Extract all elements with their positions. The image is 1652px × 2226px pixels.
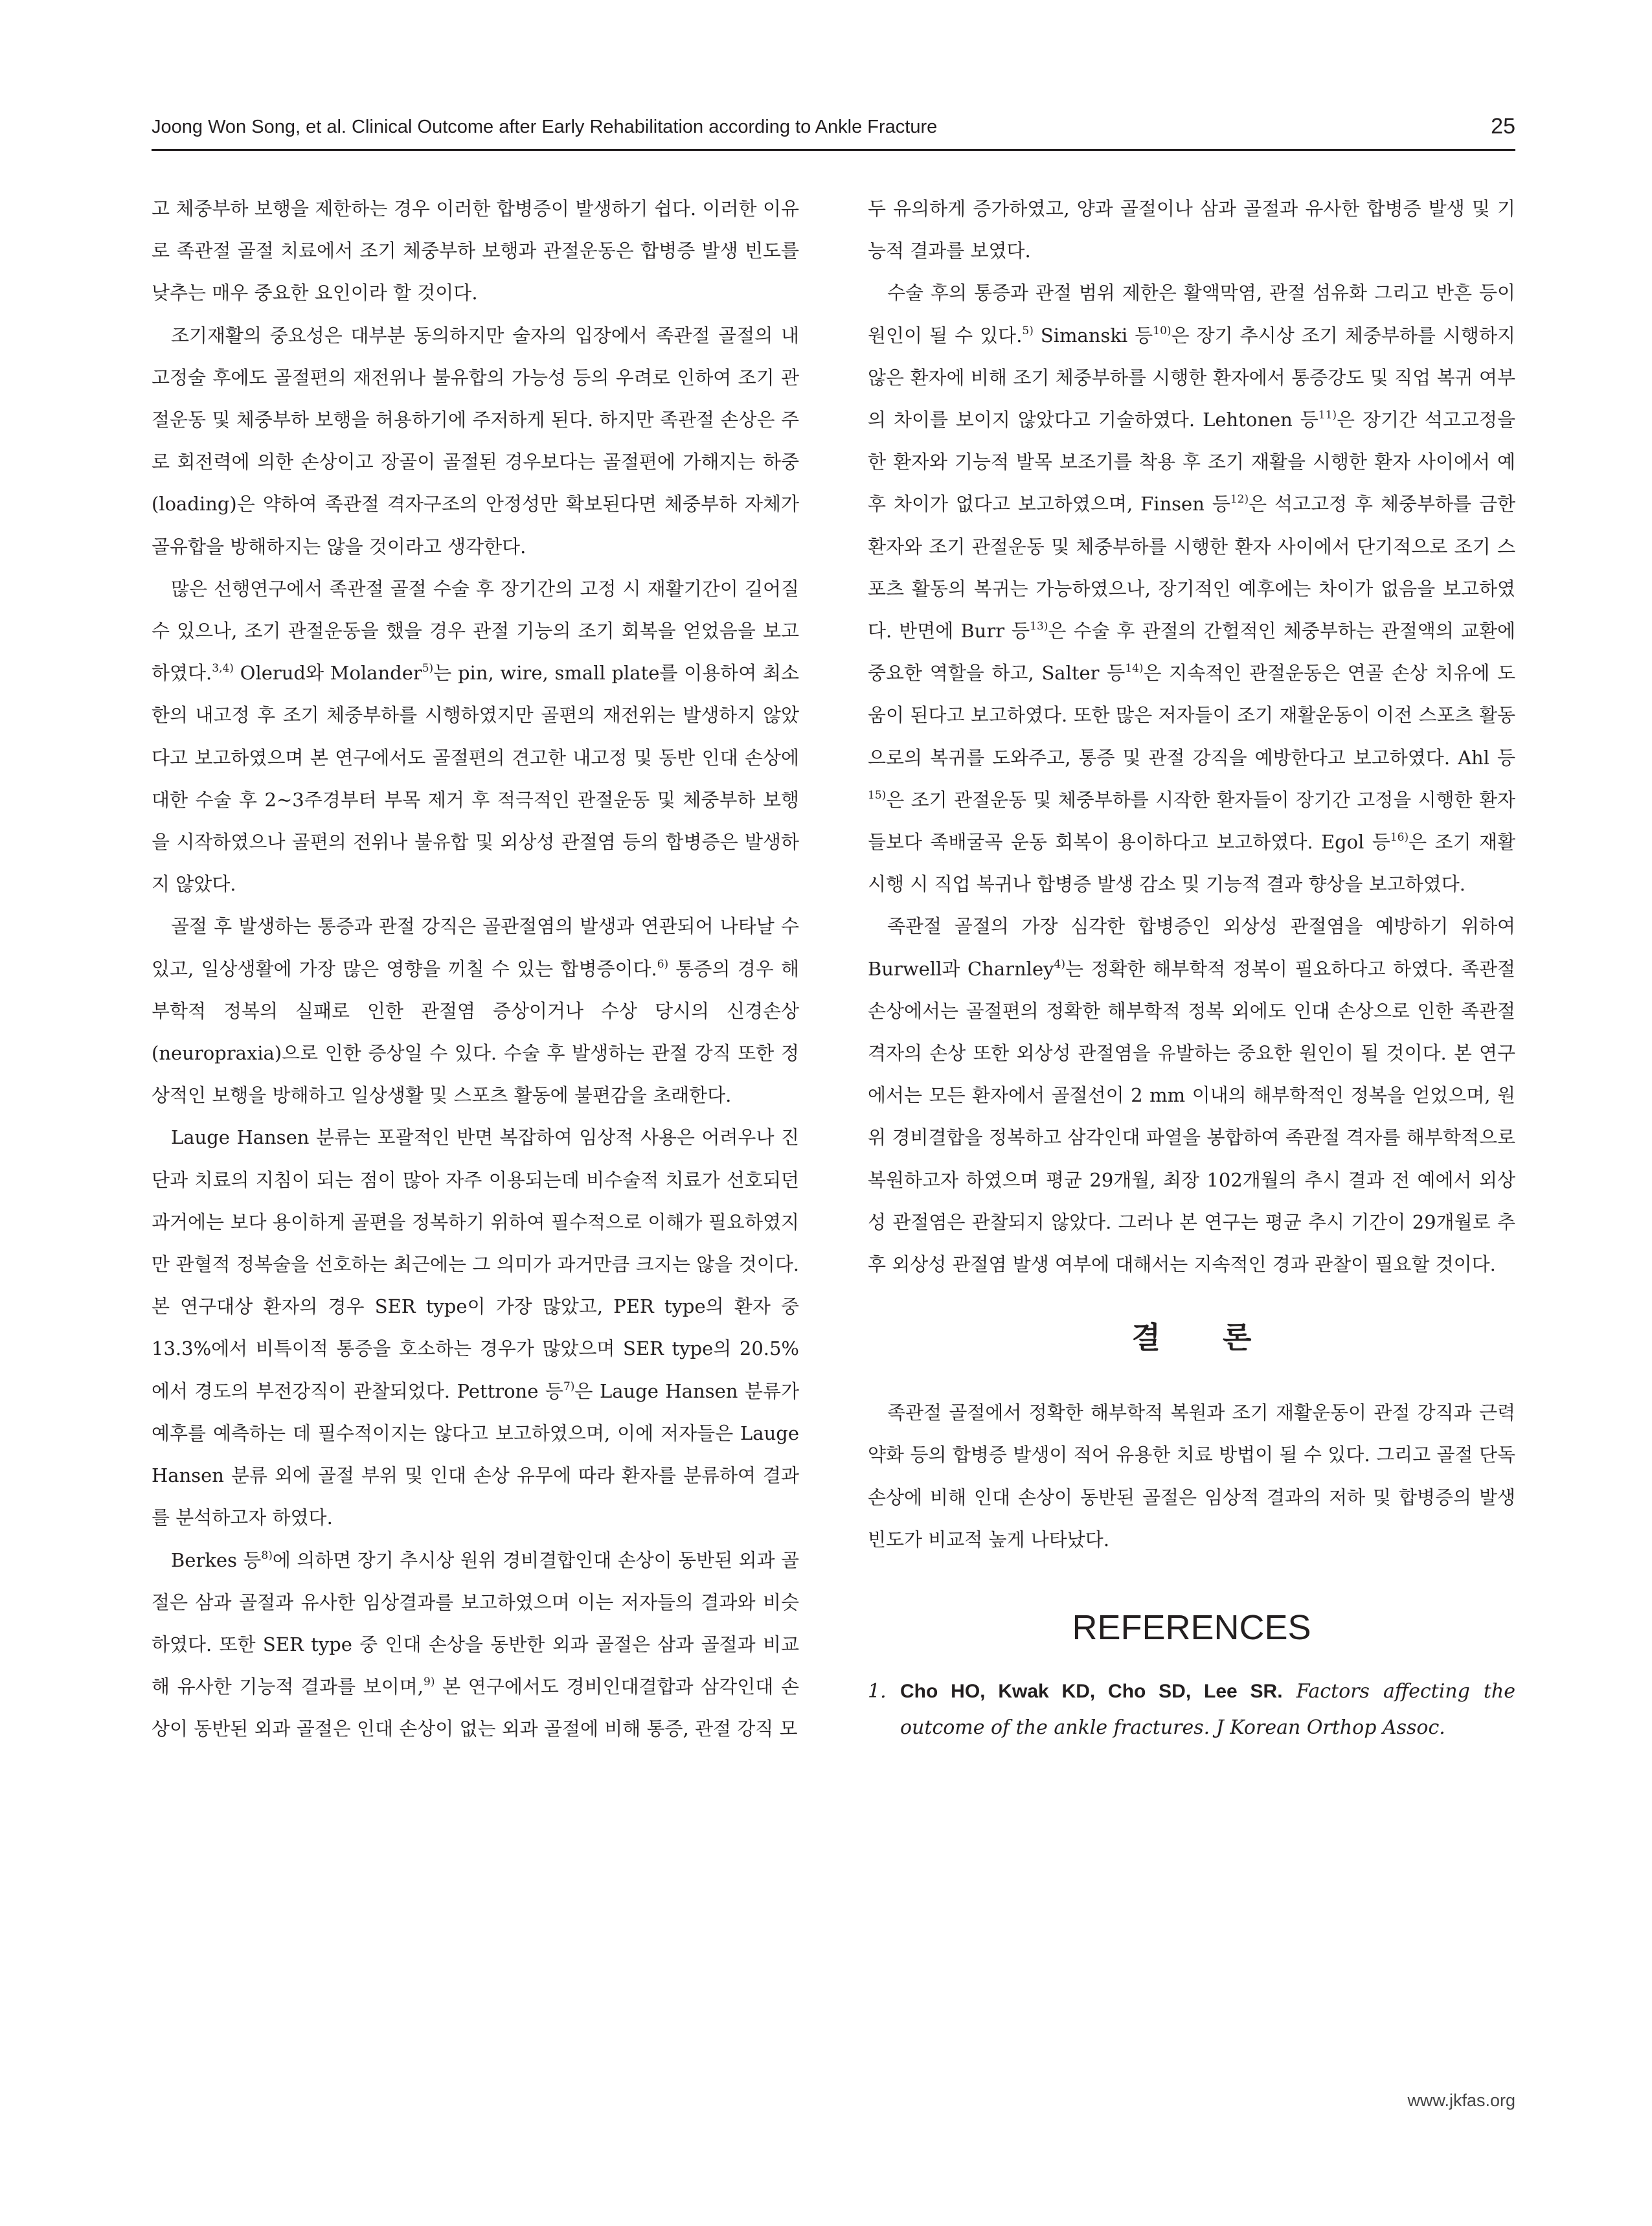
citation: 4) — [1054, 957, 1065, 971]
paragraph: 조기재활의 중요성은 대부분 동의하지만 술자의 입장에서 족관절 골절의 내고정술 후에도 골절편의 재전위나 불유합의 가능성 등의 우려로 인하여 조기 관절운동 및 체중부하 보행을 허용하기에 주저하게 된다. 하지만 족관절 손상은 주로 회전력에 의한 손상이고 장골이 골절된 경우보다는 골절편에 가해지는 하중(loading)은 약하여 족관절 격자구조의 안정성만 확보된다면 체중부하 자체가 골유합을 방해하지는 않을 것이라고 생각한다. — [152, 324, 799, 558]
citation: 16) — [1390, 831, 1409, 845]
references-heading: REFERENCES — [1072, 1608, 1311, 1648]
citation: 14) — [1125, 662, 1144, 676]
citation: 13) — [1030, 620, 1048, 633]
running-header — [152, 110, 1515, 151]
footer-url: www.jkfas.org — [1407, 2091, 1515, 2110]
paragraph: 족관절 골절의 가장 심각한 합병증인 외상성 관절염을 예방하기 위하여 Burwell과 Charnley$^{4)}$는 정확한 해부학적 정복이 필요하다고 하였다. 족관절 손상에서는 골절편의 정확한 해부학적 정복 외에도 인대 손상으로 인한 족관절 격자의 손상 또한 외상성 관절염을 유발하는 중요한 원인이 될 것이다. 본 연구에서는 모든 환자에서 골절선이 2 mm 이내의 해부학적인 정복을 얻었으며, 원위 경비결합을 정복하고 삼각인대 파열을 봉합하여 족관절 격자를 해부학적으로 복원하고자 하였으며 평균 29개월, 최장 102개월의 추시 결과 전 예에서 외상성 관절염은 관찰되지 않았다. 그러나 본 연구는 평균 추시 기간이 29개월로 추후 외상성 관절염 발생 여부에 대해서는 지속적인 경과 관찰이 필요할 것이다. — [868, 915, 1516, 1276]
citation: 5) — [1022, 324, 1034, 337]
citation: 12) — [1230, 493, 1249, 506]
citation: 5) — [422, 662, 434, 676]
paragraph: 수술 후의 통증과 관절 범위 제한은 활액막염, 관절 섬유화 그리고 반흔 등이 원인이 될 수 있다.$^{5)}$ Simanski 등$^{10)}$은 장기 추시상 조기 체중부하를 시행하지 않은 환자에 비해 조기 체중부하를 시행한 환자에서 통증강도 및 직업 복귀 여부의 차이를 보이지 않았다고 기술하였다. Lehtonen 등$^{11)}$은 장기간 석고고정을 한 환자와 기능적 발목 보조기를 착용 후 조기 재활을 시행한 환자 사이에서 예후 차이가 없다고 보고하였으며, Finsen 등$^{12)}$은 석고고정 후 체중부하를 금한 환자와 조기 관절운동 및 체중부하를 시행한 환자 사이에서 단기적으로 조기 스포츠 활동의 복귀는 가능하였으나, 장기적인 예후에는 차이가 없음을 보고하였다. 반면에 Burr 등$^{13)}$은 수술 후 관절의 간헐적인 체중부하는 관절액의 교환에 중요한 역할을 하고, Salter 등$^{14)}$은 지속적인 관절운동은 연골 손상 치유에 도움이 된다고 보고하였다. 또한 많은 저자들이 조기 재활운동이 이전 스포츠 활동으로의 복귀를 도와주고, 통증 및 관절 강직을 예방한다고 보고하였다. Ahl 등$^{15)}$은 조기 관절운동 및 체중부하를 시작한 환자들이 장기간 고정을 시행한 환자들보다 족배굴곡 운동 회복이 용이하다고 보고하였다. Egol 등$^{16)}$은 조기 재활 시행 시 직업 복귀나 합병증 발생 감소 및 기능적 결과 향상을 보고하였다. — [868, 282, 1515, 896]
citation: 11) — [1318, 409, 1337, 422]
reference-title: Factors affecting the outcome of the ankle fractures. J Korean Orthop Assoc. — [900, 1680, 1515, 1740]
paragraph: 골절 후 발생하는 통증과 관절 강직은 골관절염의 발생과 연관되어 나타날 수 있고, 일상생활에 가장 많은 영향을 끼칠 수 있는 합병증이다.$^{6)}$ 통증의 경우 해부학적 정복의 실패로 인한 관절염 증상이거나 수상 당시의 신경손상(neuropraxia)으로 인한 증상일 수 있다. 수술 후 발생하는 관절 강직 또한 정상적인 보행을 방해하고 일상생활 및 스포츠 활동에 불편감을 초래한다. — [152, 915, 799, 1107]
citation: 10) — [1153, 324, 1171, 337]
citation: 7) — [563, 1380, 575, 1393]
paragraph: Lauge Hansen 분류는 포괄적인 반면 복잡하여 임상적 사용은 어려우나 진단과 치료의 지침이 되는 점이 많아 자주 이용되는데 비수술적 치료가 선호되던 과거에는 보다 용이하게 골편을 정복하기 위하여 필수적으로 이해가 필요하였지만 관혈적 정복술을 선호하는 최근에는 그 의미가 과거만큼 크지는 않을 것이다. 본 연구대상 환자의 경우 SER type이 가장 많았고, PER type의 환자 중 13.3%에서 비특이적 통증을 호소하는 경우가 많았으며 SER type의 20.5%에서 경도의 부전강직이 관찰되었다. Pettrone 등$^{7)}$은 Lauge Hansen 분류가 예후를 예측하는 데 필수적이지는 않다고 보고하였으며, 이에 저자들은 Lauge Hansen 분류 외에 골절 부위 및 인대 손상 유무에 따라 환자를 분류하여 결과를 분석하고자 하였다. — [152, 1126, 799, 1529]
citation: 15) — [868, 788, 887, 802]
reference-authors: Cho HO, Kwak KD, Cho SD, Lee SR. — [900, 1681, 1283, 1703]
citation: 6) — [657, 957, 669, 971]
citation: 9) — [424, 1675, 435, 1689]
right-column — [868, 188, 1515, 1746]
conclusion-paragraph: 족관절 골절에서 정확한 해부학적 복원과 조기 재활운동이 관절 강직과 근력 약화 등의 합병증 발생이 적어 유용한 치료 방법이 될 수 있다. 그리고 골절 단독 손상에 비해 인대 손상이 동반된 골절은 임상적 결과의 저하 및 합병증의 발생 빈도가 비교적 높게 나타났다. — [868, 1402, 1515, 1550]
reference-item — [868, 1674, 1515, 1746]
citation: 8) — [261, 1549, 273, 1562]
page-number: 25 — [1491, 114, 1515, 139]
citation: 3,4) — [212, 662, 234, 676]
paragraph: 많은 선행연구에서 족관절 골절 수술 후 장기간의 고정 시 재활기간이 길어질 수 있으나, 조기 관절운동을 했을 경우 관절 기능의 조기 회복을 얻었음을 보고하였다.$^{3,4)}$ Olerud와 Molander$^{5)}$는 pin, wire, small plate를 이용하여 최소한의 내고정 후 조기 체중부하를 시행하였지만 골편의 재전위는 발생하지 않았다고 보고하였으며 본 연구에서도 골절편의 견고한 내고정 및 동반 인대 손상에 대한 수술 후 2~3주경부터 부목 제거 후 적극적인 관절운동 및 체중부하 보행을 시작하였으나 골편의 전위나 불유합 및 외상성 관절염 등의 합병증은 발생하지 않았다. — [152, 577, 799, 896]
paragraph: Berkes 등$^{8)}$에 의하면 장기 추시상 원위 경비결합인대 손상이 동반된 외과 골절은 삼과 골절과 유사한 임상결과를 보고하였으며 이는 저자들의 결과와 비슷하였다. 또한 SER type 중 인대 손상을 동반한 외과 골절은 삼과 골절과 비교해 유사한 기능적 결과를 보이며,$^{9)}$ 본 연구에서도 경비인대결합과 삼각인대 손상이 동반된 외과 골절은 인대 손상이 없는 외과 골절에 비해 통증, 관절 강직 모 — [152, 1549, 799, 1740]
reference-number: 1. — [868, 1680, 887, 1703]
running-title: Joong Won Song, et al. Clinical Outcome after Early Rehabilitation according to Ankle Fracture — [152, 117, 938, 137]
left-column — [152, 188, 799, 1751]
conclusion-heading: 결 론 — [1131, 1320, 1278, 1356]
paragraph: 고 체중부하 보행을 제한하는 경우 이러한 합병증이 발생하기 쉽다. 이러한 이유로 족관절 골절 치료에서 조기 체중부하 보행과 관절운동은 합병증 발생 빈도를 낮추는 매우 중요한 요인이라 할 것이다. — [152, 198, 799, 304]
paragraph: 두 유의하게 증가하였고, 양과 골절이나 삼과 골절과 유사한 합병증 발생 및 기능적 결과를 보였다. — [868, 198, 1515, 262]
